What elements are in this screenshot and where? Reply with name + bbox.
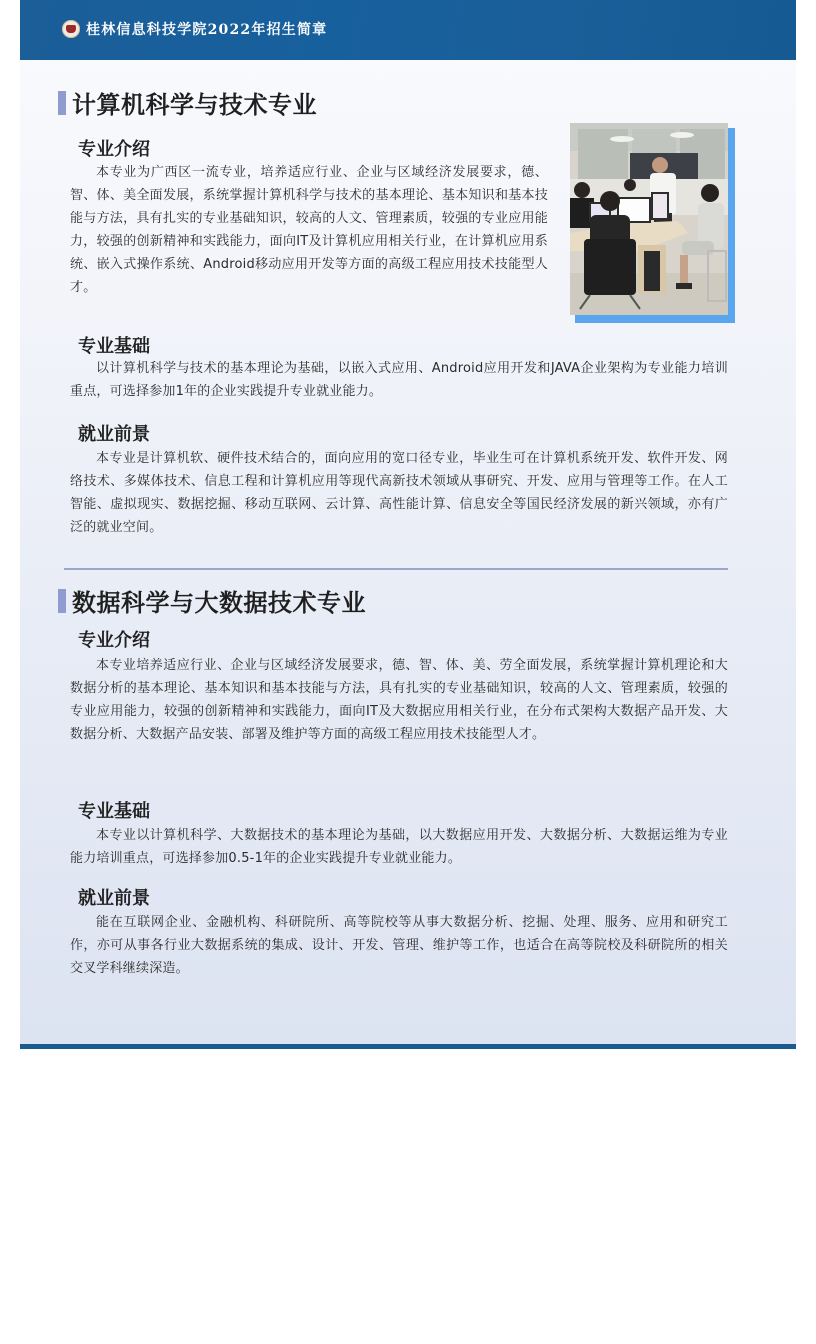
section-heading-foundation: 专业基础 — [78, 801, 150, 822]
section-heading-intro: 专业介绍 — [78, 630, 150, 651]
section-body-career: 本专业是计算机软、硬件技术结合的，面向应用的宽口径专业，毕业生可在计算机系统开发、软件开发、网络技术、多媒体技术、信息工程和计算机应用等现代高新技术领域从事研究、开发、应用与管理等工作。在人工智能、虚拟现实、数据挖掘、移动互联网、云计算、高性能计算、信息安全等国民经济发展的新兴领域，亦有广泛的就业空间。 — [70, 451, 728, 535]
title-accent-bar — [58, 91, 66, 115]
section-body-career: 能在互联网企业、金融机构、科研院所、高等院校等从事大数据分析、挖掘、处理、服务、应用和研究工作，亦可从事各行业大数据系统的集成、设计、开发、管理、维护等工作，也适合在高等院校及科研院所的相关交叉学科继续深造。 — [70, 915, 728, 976]
section-heading-foundation: 专业基础 — [78, 336, 150, 357]
section-body-intro: 本专业为广西区一流专业，培养适应行业、企业与区域经济发展要求，德、智、体、美全面发展，系统掌握计算机科学与技术的基本理论、基本知识和基本技能与方法，具有扎实的专业基础知识，较高的人文、管理素质，较强的专业应用能力，较强的创新精神和实践能力，面向IT及计算机应用相关行业，在计算机应用系统、嵌入式操作系统、Android移动应用开发等方面的高级工程应用技术技能型人才。 — [70, 165, 548, 295]
section-body-foundation: 本专业以计算机科学、大数据技术的基本理论为基础，以大数据应用开发、大数据分析、大数据运维为专业能力培训重点，可选择参加0.5-1年的企业实践提升专业就业能力。 — [70, 828, 728, 866]
section-body-intro: 本专业培养适应行业、企业与区域经济发展要求，德、智、体、美、劳全面发展，系统掌握计算机理论和大数据分析的基本理论、基本知识和基本技能与方法，具有扎实的专业基础知识，较高的人文、管理素质，较强的专业应用能力，较强的创新精神和实践能力，面向IT及大数据应用相关行业，在分布式架构大数据产品开发、大数据分析、大数据产品安装、部署及维护等方面的高级工程应用技术技能型人才。 — [70, 658, 728, 742]
footer-bar — [20, 1044, 796, 1049]
lab-photo — [570, 123, 730, 318]
major-title-computer-science — [58, 85, 317, 120]
classroom-photo — [570, 123, 728, 315]
section-body-foundation: 以计算机科学与技术的基本理论为基础，以嵌入式应用、Android应用开发和JAVA企业架构为专业能力培训重点，可选择参加1年的企业实践提升专业就业能力。 — [70, 361, 728, 399]
header-brand — [62, 19, 327, 39]
brochure-page — [20, 0, 796, 1049]
major-title-data-science — [58, 583, 366, 618]
section-heading-career: 就业前景 — [78, 888, 150, 909]
major-title: 计算机科学与技术专业 — [72, 91, 317, 119]
header-banner — [20, 0, 796, 60]
section-heading-career: 就业前景 — [78, 424, 150, 445]
school-emblem-icon — [62, 20, 80, 38]
major-title: 数据科学与大数据技术专业 — [72, 589, 366, 617]
header-title: 桂林信息科技学院2022年招生简章 — [86, 22, 328, 38]
section-divider — [64, 568, 728, 570]
title-accent-bar — [58, 589, 66, 613]
section-heading-intro: 专业介绍 — [78, 139, 150, 160]
